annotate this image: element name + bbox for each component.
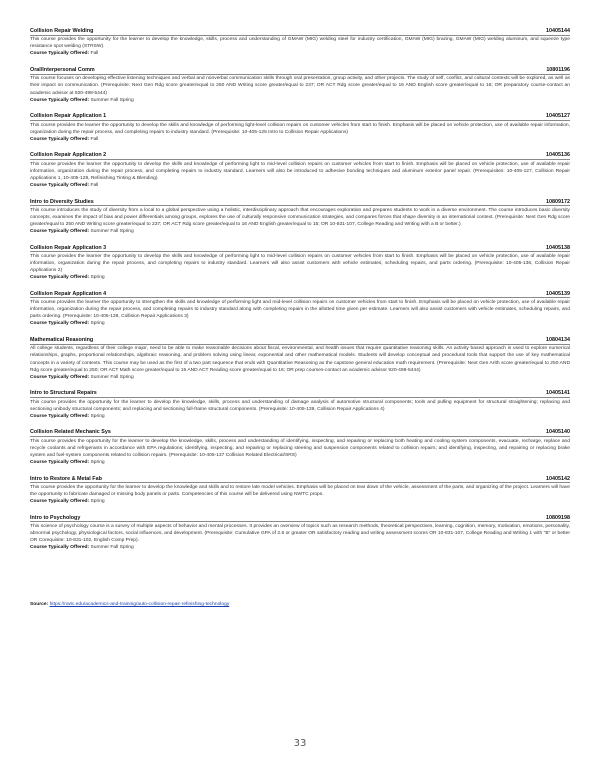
course-title: Intro to Diversity Studies [30, 198, 94, 205]
course-offered [30, 228, 570, 235]
course-entry [30, 28, 570, 58]
course-offered [30, 50, 570, 57]
course-header [30, 245, 570, 253]
course-offered [30, 136, 570, 143]
offered-terms: Spring [90, 459, 105, 465]
course-description: This course focuses on developing effective listening techniques and verbal and nonverbal communication skills through oral presentation, group activity, and other projects. The study of self, conflict, and cultural contexts will be explored, as well as their impact on communication. (Prerequisite: Next Gen Rdg score greater/equal to 250 AND Writing score greater/equal to 237; OR ACT Rdg score greater/equal to 16 AND English score greater/equal to 16; OR preparatory course-contact an academic advisor at 920-498-5444) [30, 76, 570, 96]
course-offered [30, 182, 570, 189]
offered-label: Course Typically Offered: [30, 51, 90, 57]
course-offered [30, 320, 570, 327]
source-line [30, 602, 570, 607]
course-entry [30, 429, 570, 466]
course-entry [30, 199, 570, 236]
offered-terms: Spring [90, 413, 105, 419]
course-header [30, 67, 570, 75]
offered-terms: Summer Fall Spring [90, 229, 134, 235]
course-description: All college students, regardless of their college major, need to be able to make reasonable decisions about fiscal, environmental, and health issues that require quantitative reasoning skills. An activity based approach is used to explore numerical relationships, graphs, proportional relationships, algebraic reasoning, and problem solving using linear, exponential and other mathematical models. Students will develop conceptual and procedural tools that support the use of key mathematical concepts in a variety of contexts. This course may be used as the first of a two part sequence that ends with Quantitative Reasoning as the capstone general education math requirement. (Prerequisite: Next Gen Arith score greater/equal to 250 AND Rdg score greater/equal to 250; OR ACT Math score greater/equal to 15 AND ACT Reading score greater/equal to 16; OR prep courses-contact an academic advisor 920-498-5444) [30, 346, 570, 373]
course-description: This course provides the opportunity for the learner to develop the knowledge, skills, process and understanding of GMAW (MIG) welding steel for industry certification, GMAW (MIG) brazing, GMAW (MIG) welding aluminum, and squeeze type resistance spot welding (STRSW). [30, 37, 570, 50]
course-title: Mathematical Reasoning [30, 337, 94, 344]
course-entry [30, 67, 570, 104]
course-title: Intro to Restore & Metal Fab [30, 475, 102, 482]
offered-label: Course Typically Offered: [30, 182, 90, 188]
course-description: This science of psychology course is a survey of multiple aspects of behavior and mental processes. It provides an overview of topics such as research methods, theoretical perspectives, learning, cognition, memory, motivation, emotions, personality, abnormal psychology, physiological factors, social influences, and development. (Prerequisite: Cumulative GPA of 2.6 or greater OR satisfactory reading and writing assessment scores OR 10-831-107, College Reading and Writing 1 with "B" or better OR Corequisite: 10-831-102, English Comp Prep). [30, 523, 570, 544]
course-header [30, 337, 570, 345]
course-entry [30, 515, 570, 552]
offered-terms: Spring [90, 275, 105, 281]
offered-terms: Summer Fall Spring [90, 97, 134, 103]
course-offered [30, 459, 570, 466]
course-code: 10405127 [546, 113, 570, 120]
offered-label: Course Typically Offered: [30, 136, 90, 142]
course-entry [30, 113, 570, 143]
course-description: This course provides the learner the opportunity to develop the skills and knowledge of performing light to mid-level collision repairs on customer vehicles from start to finish. Emphasis will be placed on vehicle protection, use of available repair information, organization during the repair process, and completing repairs to industry standard. Learners will also assist customers with vehicle estimates, scheduling repairs, and parts ordering. (Prerequisite: 10-405-136, Collision Repair Applications 2) [30, 253, 570, 274]
offered-label: Course Typically Offered: [30, 275, 90, 281]
course-code: 10405139 [546, 290, 570, 297]
offered-label: Course Typically Offered: [30, 499, 90, 505]
course-description: This course provides the opportunity for the learner to develop the knowledge, skills, process and understanding of damage analysis of automotive structural components; tools and pulling equipment for structural straightening; replacing and sectioning unibody structural components; and replacing and sectioning full-frame structural components. (Prerequisite: 10-405-139, Collision Repair Applications 4) [30, 399, 570, 412]
offered-terms: Fall [90, 51, 99, 57]
course-offered [30, 97, 570, 104]
course-offered [30, 498, 570, 505]
offered-label: Course Typically Offered: [30, 459, 90, 465]
course-code: 10405140 [546, 429, 570, 436]
course-entry [30, 390, 570, 420]
course-offered [30, 413, 570, 420]
course-header [30, 291, 570, 299]
course-description: This course provides the learner the opportunity to develop the skills and knowledge of performing light to mid-level collision repairs on customer vehicles from start to finish. Emphasis will be placed on vehicle protection, use of available repair information, organization during the repair process, and completing repairs to industry standard. Learners will also be introduced to adhesive bonding techniques and aluminum exterior panel repair. (Prerequisites: 10-405-127, Collision Repair Applications 1, 10-405-129, Refinishing Tinting & Blending) [30, 161, 570, 181]
course-entry [30, 337, 570, 381]
course-description: This course provides the learner the opportunity to develop the skills and knowledge of performing light-level collision repairs on customer vehicles from start to finish. Emphasis will be placed on vehicle protection, use of available repair information, organization during the repair process, and completing repairs to industry standard. (Prerequisite: 10-405-125 Intro to Collision Repair Applications) [30, 122, 570, 135]
course-header [30, 476, 570, 484]
course-title: Intro to Psychology [30, 514, 81, 521]
course-title: Collision Related Mechanic Sys [30, 429, 111, 436]
offered-terms: Summer Fall Spring [90, 545, 134, 551]
page-number: 33 [293, 738, 307, 749]
offered-label: Course Typically Offered: [30, 374, 90, 380]
source-link[interactable]: https://nwtc.edu/academics-and-training/auto-collision-repair-refinishing-technology [49, 602, 230, 607]
course-description: This course provides the opportunity for the learner to develop the knowledge and skills and to restore late model vehicles. Emphasis will be placed on tear down of the vehicle, assessment of the parts, and organizing of the project. Learners will have the opportunity to fabricate damaged or missing body panels or parts. Competencies of this course will be delivered using NWTC props. [30, 484, 570, 497]
course-code: 10804134 [546, 337, 570, 344]
source-label: Source: [30, 602, 49, 607]
course-list [30, 28, 570, 561]
course-code: 10405136 [546, 152, 570, 159]
course-title: Collision Repair Application 2 [30, 152, 107, 159]
course-header [30, 390, 570, 398]
course-entry [30, 476, 570, 506]
offered-terms: Summer Fall Spring [90, 374, 134, 380]
offered-terms: Spring [90, 321, 105, 327]
course-title: Collision Repair Application 1 [30, 113, 107, 120]
course-title: Oral/Interpersonal Comm [30, 67, 95, 74]
course-header [30, 113, 570, 121]
course-code: 10405138 [546, 244, 570, 251]
course-title: Collision Repair Application 3 [30, 244, 107, 251]
course-header [30, 28, 570, 36]
course-header [30, 429, 570, 437]
course-code: 10405141 [546, 390, 570, 397]
course-code: 10809198 [546, 514, 570, 521]
course-description: This course provides the learner the opportunity to strengthen the skills and knowledge of performing light and mid-level collision repairs on customer vehicles from start to finish. Emphasis will be placed on vehicle protection, use of available repair information, organization during the repair process, and completing repairs to industry standard along with completing repairs in the allotted time given per estimate. Learners will also assist customers with vehicle estimates, scheduling repairs, and parts ordering. (Prerequisite: 10-405-138, Collision Repair Applications 3) [30, 300, 570, 320]
offered-label: Course Typically Offered: [30, 545, 90, 551]
course-header [30, 152, 570, 160]
course-description: This course provides the opportunity for the learner to develop the knowledge, skills, process and understanding of identifying, inspecting, and repairing or replacing both heating and cooling system components, evacuate, recharge, replace and recycle coolants and refrigerants in accordance with EPA regulations; identifying, inspecting, and repairing or replacing steering and suspension components related to collision repairs; and identifying, inspecting, and repairing or replacing brake system and fuel-system components related to collision repairs. (Prerequisite: 10-405-137 Collision Related Electrical/SRS) [30, 438, 570, 458]
offered-label: Course Typically Offered: [30, 321, 90, 327]
course-offered [30, 274, 570, 281]
course-header [30, 515, 570, 523]
course-code: 10809172 [546, 198, 570, 205]
offered-label: Course Typically Offered: [30, 229, 90, 235]
course-entry [30, 245, 570, 282]
course-entry [30, 291, 570, 328]
offered-terms: Spring [90, 499, 105, 505]
offered-terms: Fall [90, 136, 99, 142]
course-title: Collision Repair Application 4 [30, 290, 107, 297]
course-offered [30, 544, 570, 551]
course-description: This course introduces the study of diversity from a local to a global perspective using a holistic, interdisciplinary approach that encourages exploration and prepares students to work in a diverse environment. The course introduces basic diversity concepts, examines the impact of bias and power differentials among groups, explores the use of culturally responsive communication strategies, and compares forces that shape diversity in an international context. (Prerequisite: Next Gen Rdg score greater/equal to 250 AND Writing score greater/equal to 237; OR ACT Rdg score greater/equal to 16 AND English greater/equal to 15; OR 10-831-107, College Reading and Writing with a B or better.) [30, 207, 570, 227]
offered-terms: Fall [90, 182, 99, 188]
course-entry [30, 152, 570, 189]
offered-label: Course Typically Offered: [30, 413, 90, 419]
course-offered [30, 374, 570, 381]
course-code: 10405144 [546, 28, 570, 34]
offered-label: Course Typically Offered: [30, 97, 90, 103]
course-title: Intro to Structural Repairs [30, 390, 97, 397]
course-title: Collision Repair Welding [30, 28, 94, 34]
course-code: 10405142 [546, 475, 570, 482]
course-header [30, 199, 570, 207]
course-code: 10801196 [546, 67, 570, 74]
